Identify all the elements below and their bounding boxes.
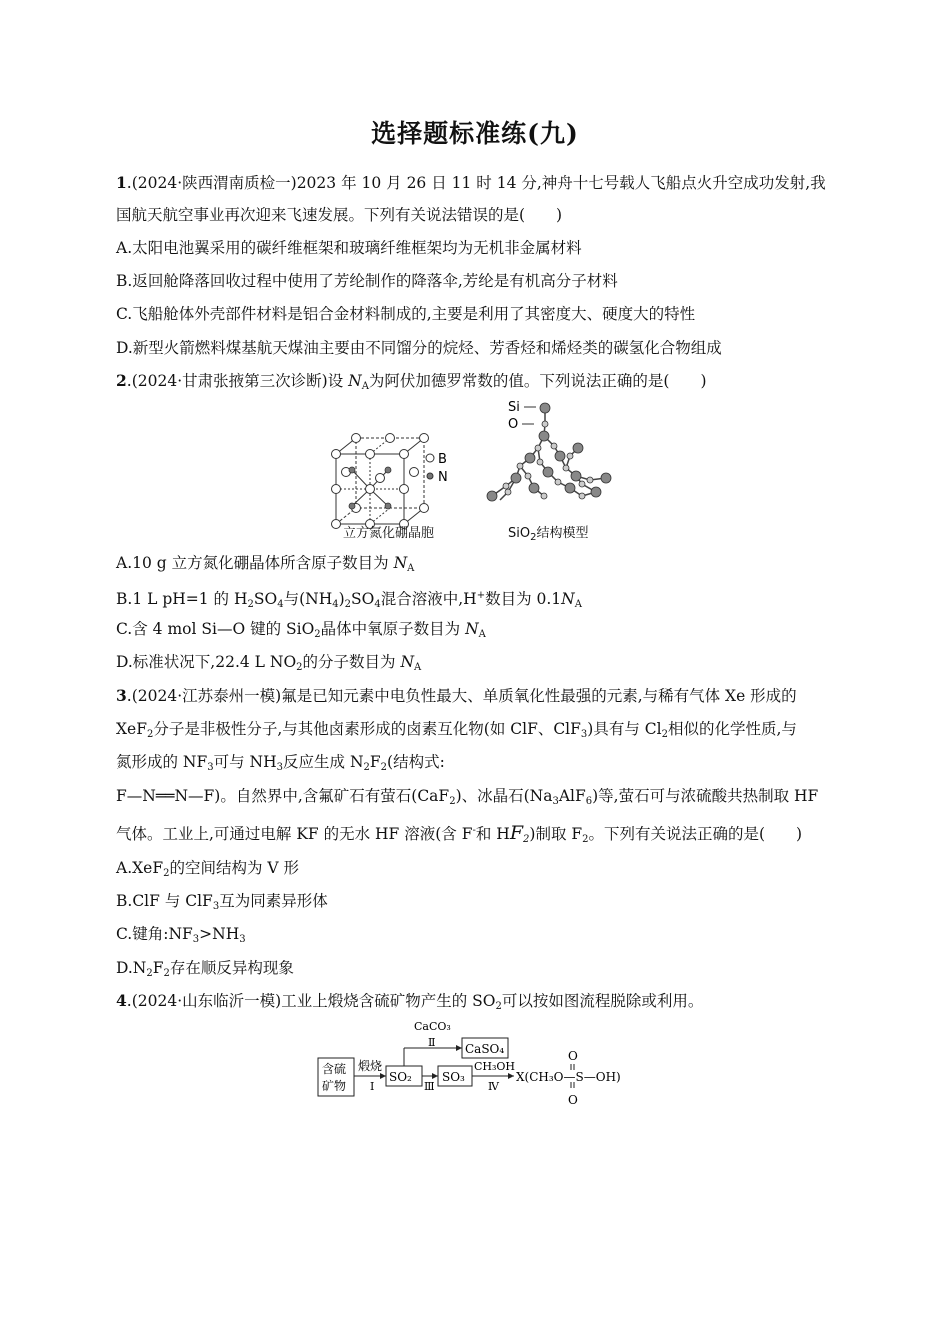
q3-l5-a: 气体。工业上,可通过电解 KF 的无水 HF 溶液(含 F <box>116 825 473 843</box>
q1-option-a: A.太阳电池翼采用的碳纤维框架和玻璃纤维框架均为无机非金属材料 <box>116 239 582 257</box>
q2-a-na: N <box>393 554 408 572</box>
q3-l3-a: 氮形成的 NF <box>116 753 208 771</box>
sio2-caption-pre: SiO <box>508 526 531 541</box>
q3-d-sub1: 2 <box>146 968 153 979</box>
q2-b-sub2: 4 <box>277 599 284 610</box>
legend-b-label: B <box>438 452 447 467</box>
q3-l5-sub: 2 <box>582 834 589 845</box>
q3-b-sub: 3 <box>212 901 220 912</box>
q1-option-d: D.新型火箭燃料煤基航天煤油主要由不同馏分的烷烃、芳香烃和烯烃类的碳氢化合物组成 <box>116 339 722 357</box>
q3-c-sub1: 3 <box>192 934 200 945</box>
q3-l3-c: 反应生成 N <box>283 753 364 771</box>
step3-num: Ⅲ <box>424 1080 435 1093</box>
q2-option-c <box>116 618 836 646</box>
q4-stem-post: 可以按如图流程脱除或利用。 <box>501 992 704 1010</box>
q1-option-b: B.返回舱降落回收过程中使用了芳纶制作的降落伞,芳纶是有机高分子材料 <box>116 272 618 290</box>
q3-l2-sub3: 2 <box>661 729 668 740</box>
q2-b-sup: + <box>476 590 486 601</box>
q3-b-post: 互为同素异形体 <box>219 892 328 910</box>
sio2-caption <box>508 522 589 543</box>
product-o-bottom: O <box>568 1093 578 1107</box>
q2-option-a <box>116 552 836 580</box>
cubic-bn-caption: 立方氮化硼晶胞 <box>343 526 435 541</box>
step4-reagent: CH₃OH <box>474 1060 516 1073</box>
q3-d-sub2: 2 <box>163 968 170 979</box>
box-so2: SO₂ <box>389 1070 412 1084</box>
q3-l3-sub1: 3 <box>207 762 214 773</box>
q3-l4-a: F—N══N—F)。自然界中,含氟矿石有萤石(CaF <box>116 787 450 805</box>
o-label: O <box>508 417 519 432</box>
q2-na: N <box>348 372 362 390</box>
q2-d-na-sub: A <box>414 662 422 673</box>
sio2-caption-post: 结构模型 <box>536 526 589 541</box>
q2-b-sub1: 2 <box>247 599 254 610</box>
page-title: 选择题标准练(九) <box>371 119 579 148</box>
product-formula: X(CH₃O—S—OH) <box>516 1070 621 1084</box>
q2-d-pre: D.标准状况下,22.4 L NO <box>116 653 297 671</box>
box-ore-line2: 矿物 <box>322 1079 347 1093</box>
step1-label: 煅烧 <box>358 1059 383 1073</box>
q3-c-sub2: 3 <box>239 934 246 945</box>
q3-option-c <box>116 923 836 951</box>
q3-c-pre: C.键角:NF <box>116 925 193 943</box>
q2-d-post: 的分子数目为 <box>302 653 401 671</box>
q3-line5 <box>116 820 836 851</box>
q2-option-d <box>116 651 836 679</box>
q2-c-pre: C.含 4 mol Si—O 键的 SiO <box>116 620 315 638</box>
q3-l3-d: F <box>369 753 381 771</box>
box-so3: SO₃ <box>442 1070 465 1084</box>
q3-l4-b: )、冰晶石(Na <box>455 787 553 805</box>
q3-l5-f: 。下列有关说法正确的是( ) <box>588 825 803 843</box>
q1-option-c: C.飞船舱体外壳部件材料是铝合金材料制成的,主要是利用了其密度大、硬度大的特性 <box>116 305 696 323</box>
q3-option-a <box>116 857 836 885</box>
q3-l2-sub2: 3 <box>580 729 588 740</box>
q3-l4-sub2: 3 <box>552 796 559 807</box>
q3-l4-sub3: 6 <box>585 796 593 807</box>
step4-num: Ⅳ <box>488 1080 499 1093</box>
q2-stem-pre: .(2024·甘肃张掖第三次诊断)设 <box>126 372 349 390</box>
q3-a-post: 的空间结构为 V 形 <box>169 859 300 877</box>
q2-d-sub: 2 <box>296 662 303 673</box>
q3-a-pre: A.XeF <box>116 859 164 877</box>
q3-l1-text: .(2024·江苏泰州一模)氟是已知元素中电负性最大、单质氧化性最强的元素,与稀有气体 Xe 形成的 <box>126 687 797 705</box>
q2-stem <box>116 370 836 398</box>
q2-na-sub: A <box>361 381 369 392</box>
q3-l2-sub1: 2 <box>146 729 154 740</box>
q1-number: 1 <box>116 173 127 192</box>
q2-b-na: N <box>561 590 575 608</box>
q2-b-mid1: SO <box>253 590 278 608</box>
q3-number: 3 <box>116 686 127 705</box>
q2-b-sub5: 4 <box>374 599 381 610</box>
q2-stem-post: 为阿伏加德罗常数的值。下列说法正确的是( ) <box>368 372 707 390</box>
q2-b-mid2: 与(NH <box>283 590 333 608</box>
q3-l2-a: XeF <box>116 720 147 738</box>
q2-a-text: A.10 g 立方氮化硼晶体所含原子数目为 <box>116 554 394 572</box>
q3-l2-d: 相似的化学性质,与 <box>667 720 797 738</box>
step2-num: Ⅱ <box>428 1036 436 1049</box>
q3-l4-sub1: 2 <box>449 796 456 807</box>
q3-l4-c: AlF <box>558 787 586 805</box>
q3-l4-d: )等,萤石可与浓硫酸共热制取 HF <box>592 787 819 805</box>
q3-l5-d: 2 <box>523 834 530 845</box>
q2-a-na-sub: A <box>407 563 415 574</box>
q3-c-mid: >NH <box>199 925 240 943</box>
so2-process-flow-diagram <box>316 1016 636 1116</box>
q3-l2-b: 分子是非极性分子,与其他卤素形成的卤素互化物(如 ClF、ClF <box>153 720 581 738</box>
q3-option-b <box>116 890 836 918</box>
q3-l5-b: 和 H <box>475 825 510 843</box>
q3-l3-b: 可与 NH <box>213 753 277 771</box>
q2-c-post: 晶体中氧原子数目为 <box>320 620 466 638</box>
box-caso4: CaSO₄ <box>465 1042 505 1056</box>
q3-d-pre: D.N <box>116 959 147 977</box>
q1-stem-line2: 国航天航空事业再次迎来飞速发展。下列有关说法错误的是( ) <box>116 206 563 224</box>
q2-b-mid5: 混合溶液中,H <box>380 590 477 608</box>
q3-line2 <box>116 718 836 746</box>
q3-l3-e: (结构式: <box>387 753 445 771</box>
q3-l3-sub4: 2 <box>380 762 388 773</box>
q2-option-b <box>116 585 836 616</box>
q3-b-pre: B.ClF 与 ClF <box>116 892 213 910</box>
q3-d-mid: F <box>152 959 164 977</box>
q3-l2-c: )具有与 Cl <box>587 720 662 738</box>
q2-b-mid3: ) <box>338 590 345 608</box>
si-label: Si <box>508 400 520 415</box>
product-o-top: O <box>568 1049 578 1063</box>
q2-b-mid4: SO <box>351 590 375 608</box>
legend-n-label: N <box>438 470 448 485</box>
q3-line4 <box>116 785 836 813</box>
step2-reagent: CaCO₃ <box>414 1020 451 1033</box>
q3-a-sub: 2 <box>163 868 170 879</box>
q4-stem-pre: .(2024·山东临沂一模)工业上煅烧含硫矿物产生的 SO <box>126 992 496 1010</box>
q3-l3-sub3: 2 <box>363 762 370 773</box>
q2-c-na-sub: A <box>478 629 486 640</box>
q2-b-post: 数目为 0.1 <box>485 590 562 608</box>
q2-number: 2 <box>116 371 127 390</box>
q2-b-sub4: 2 <box>344 599 352 610</box>
q1-stem-text: .(2024·陕西渭南质检一)2023 年 10 月 26 日 11 时 14 分,神舟十七号载人飞船点火升空成功发射,我 <box>126 174 826 192</box>
q2-b-sub3: 4 <box>332 599 339 610</box>
q3-l5-c: F <box>509 822 524 844</box>
q4-number: 4 <box>116 991 127 1010</box>
q2-d-na: N <box>400 653 415 671</box>
q2-c-sub: 2 <box>314 629 321 640</box>
q3-option-d <box>116 957 836 985</box>
q3-l5-e: )制取 F <box>529 825 583 843</box>
q3-l3-sub2: 3 <box>276 762 284 773</box>
q2-b-pre: B.1 L pH=1 的 H <box>116 590 248 608</box>
q4-stem-sub: 2 <box>495 1001 502 1012</box>
sio2-structure-figure <box>478 396 623 516</box>
q3-line1 <box>116 685 836 707</box>
q2-c-na: N <box>465 620 479 638</box>
q1-stem-line1 <box>116 172 836 194</box>
q2-b-na-sub: A <box>574 599 582 610</box>
step1-num: Ⅰ <box>370 1080 375 1093</box>
q3-line3 <box>116 751 836 779</box>
box-ore-line1: 含硫 <box>322 1062 347 1076</box>
q3-d-post: 存在顺反异构现象 <box>169 959 294 977</box>
q3-l5-sup: - <box>472 825 476 836</box>
sio2-caption-sub: 2 <box>530 532 537 543</box>
q4-stem <box>116 990 836 1018</box>
